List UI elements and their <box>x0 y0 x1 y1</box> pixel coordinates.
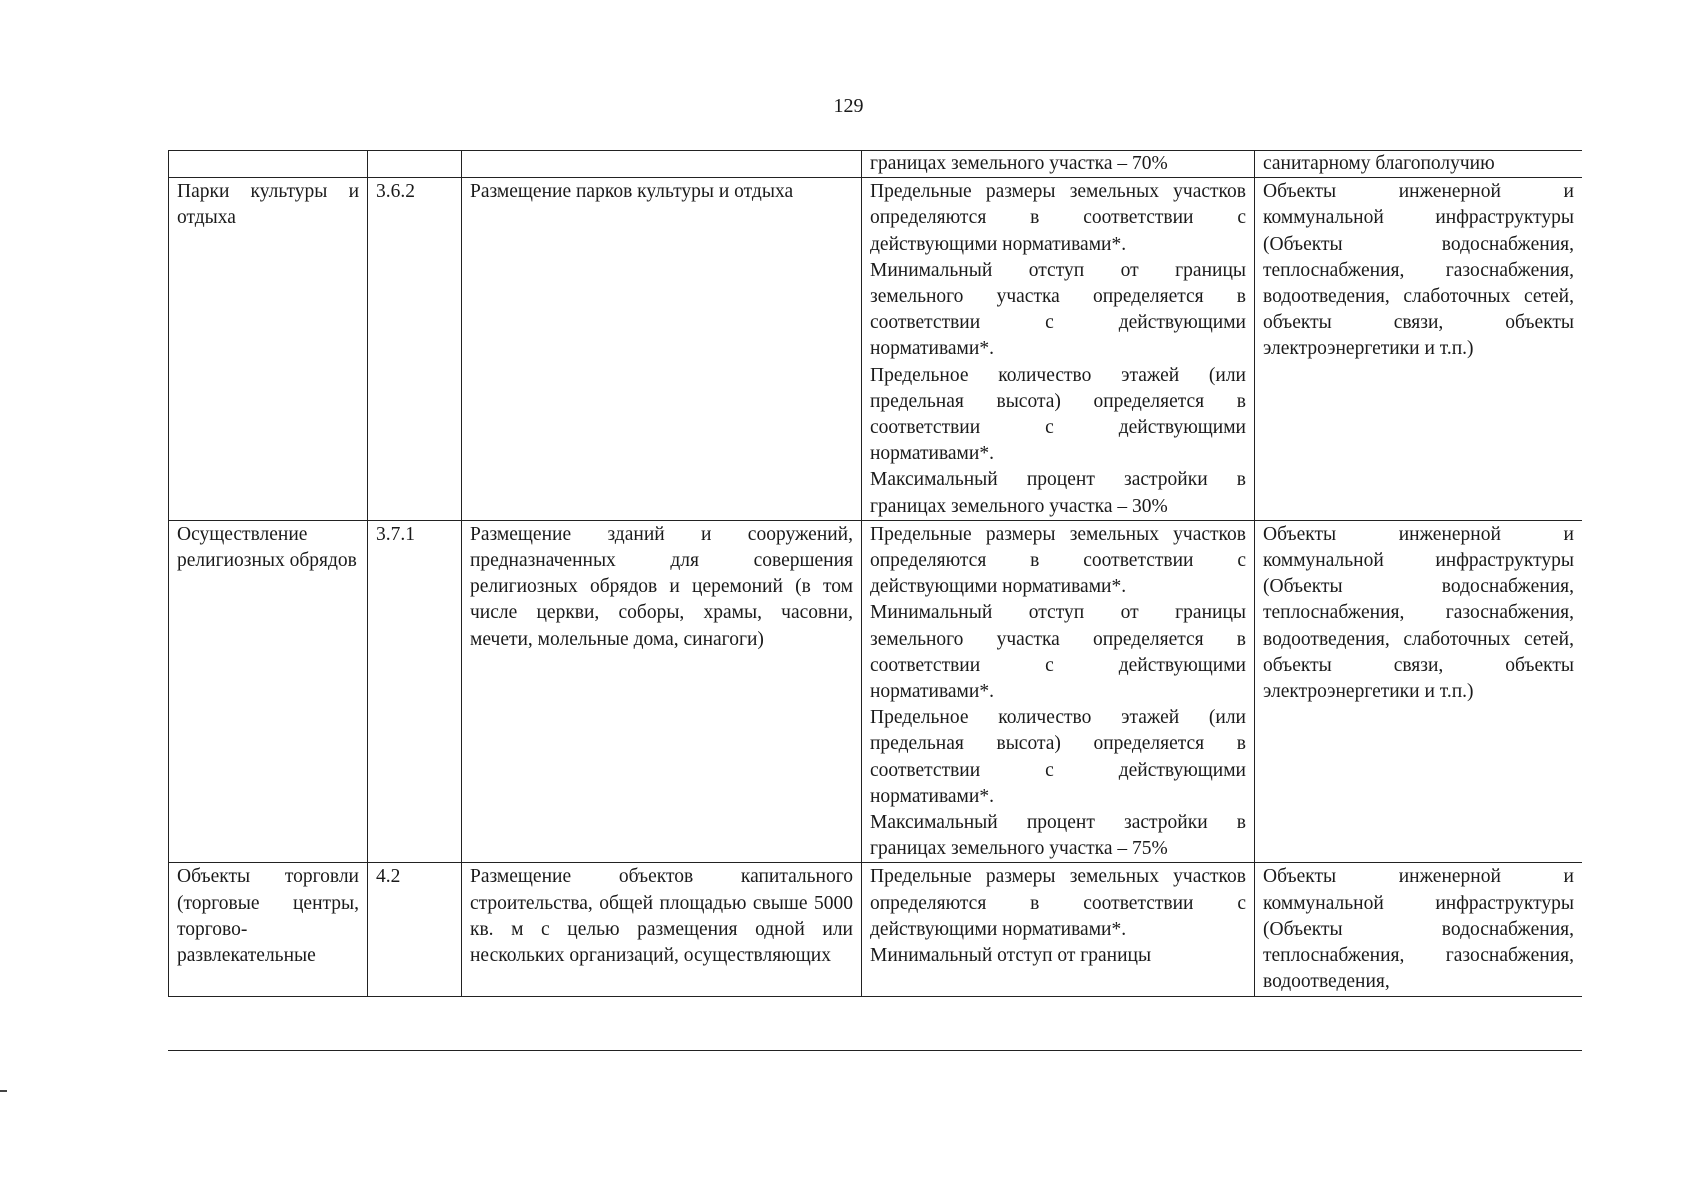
cell-description: Размещение объектов капитального строительства, общей площадью свыше 5000 кв. м с целью размещения одной или нескольких организаций, осуществляющих <box>462 863 862 996</box>
parameter-floors: Предельное количество этажей (или предельная высота) определяется в соответствии с действующими нормативами*. <box>870 364 1246 465</box>
cell-auxiliary: Объекты инженерной и коммунальной инфраструктуры (Объекты водоснабжения, теплоснабжения, газоснабжения, водоотведения, <box>1255 863 1583 996</box>
cell-code: 3.7.1 <box>368 520 462 863</box>
cell-code <box>368 151 462 178</box>
cell-description <box>462 151 862 178</box>
cell-name: Парки культуры и отдыха <box>169 178 368 521</box>
cell-auxiliary: Объекты инженерной и коммунальной инфраструктуры (Объекты водоснабжения, теплоснабжения, газоснабжения, водоотведения, слаботочных сетей, объекты связи, объекты электроэнергетики и т.п.) <box>1255 178 1583 521</box>
parameter-plot-size: Предельные размеры земельных участков определяются в соответствии с действующими нормативами*. <box>870 523 1246 598</box>
cell-description: Размещение зданий и сооружений, предназначенных для совершения религиозных обрядов и церемоний (в том числе церкви, соборы, храмы, часовни, мечети, молельные дома, синагоги) <box>462 520 862 863</box>
parameter-plot-size: Предельные размеры земельных участков определяются в соответствии с действующими нормативами*. <box>870 181 1246 255</box>
cell-description: Размещение парков культуры и отдыха <box>462 178 862 521</box>
cell-parameters <box>862 863 1255 996</box>
cell-name <box>169 151 368 178</box>
cell-parameters <box>862 520 1255 863</box>
cell-code: 3.6.2 <box>368 178 462 521</box>
page-number: 129 <box>833 95 864 117</box>
cell-parameters: границах земельного участка – 70% <box>862 151 1255 178</box>
land-use-table-container <box>168 150 1582 1051</box>
parameter-floors: Предельное количество этажей (или предельная высота) определяется в соответствии с действующими нормативами*. <box>870 707 1246 807</box>
cell-name: Объекты торговли (торговые центры, торгово-развлекательные <box>169 863 368 996</box>
scan-edge-mark <box>0 1090 7 1092</box>
cell-auxiliary: санитарному благополучию <box>1255 151 1583 178</box>
parameter-coverage: Максимальный процент застройки в границах земельного участка – 30% <box>870 469 1246 517</box>
table-row-religious <box>169 520 1583 863</box>
table-row-continuation <box>169 151 1583 178</box>
cell-auxiliary: Объекты инженерной и коммунальной инфраструктуры (Объекты водоснабжения, теплоснабжения, газоснабжения, водоотведения, слаботочных сетей, объекты связи, объекты электроэнергетики и т.п.) <box>1255 520 1583 863</box>
parameter-setback: Минимальный отступ от границы земельного участка определяется в соответствии с действующими нормативами*. <box>870 259 1246 360</box>
parameter-plot-size: Предельные размеры земельных участков определяются в соответствии с действующими нормативами*. <box>870 866 1246 940</box>
cell-code: 4.2 <box>368 863 462 996</box>
cell-name: Осуществление религиозных обрядов <box>169 520 368 863</box>
land-use-table <box>168 150 1582 997</box>
cell-parameters <box>862 178 1255 521</box>
table-row-trade <box>169 863 1583 996</box>
parameter-setback: Минимальный отступ от границы земельного участка определяется в соответствии с действующими нормативами*. <box>870 602 1246 703</box>
table-row-parks <box>169 178 1583 521</box>
parameter-setback: Минимальный отступ от границы <box>870 945 1152 967</box>
parameter-coverage: Максимальный процент застройки в границах земельного участка – 75% <box>870 812 1246 860</box>
